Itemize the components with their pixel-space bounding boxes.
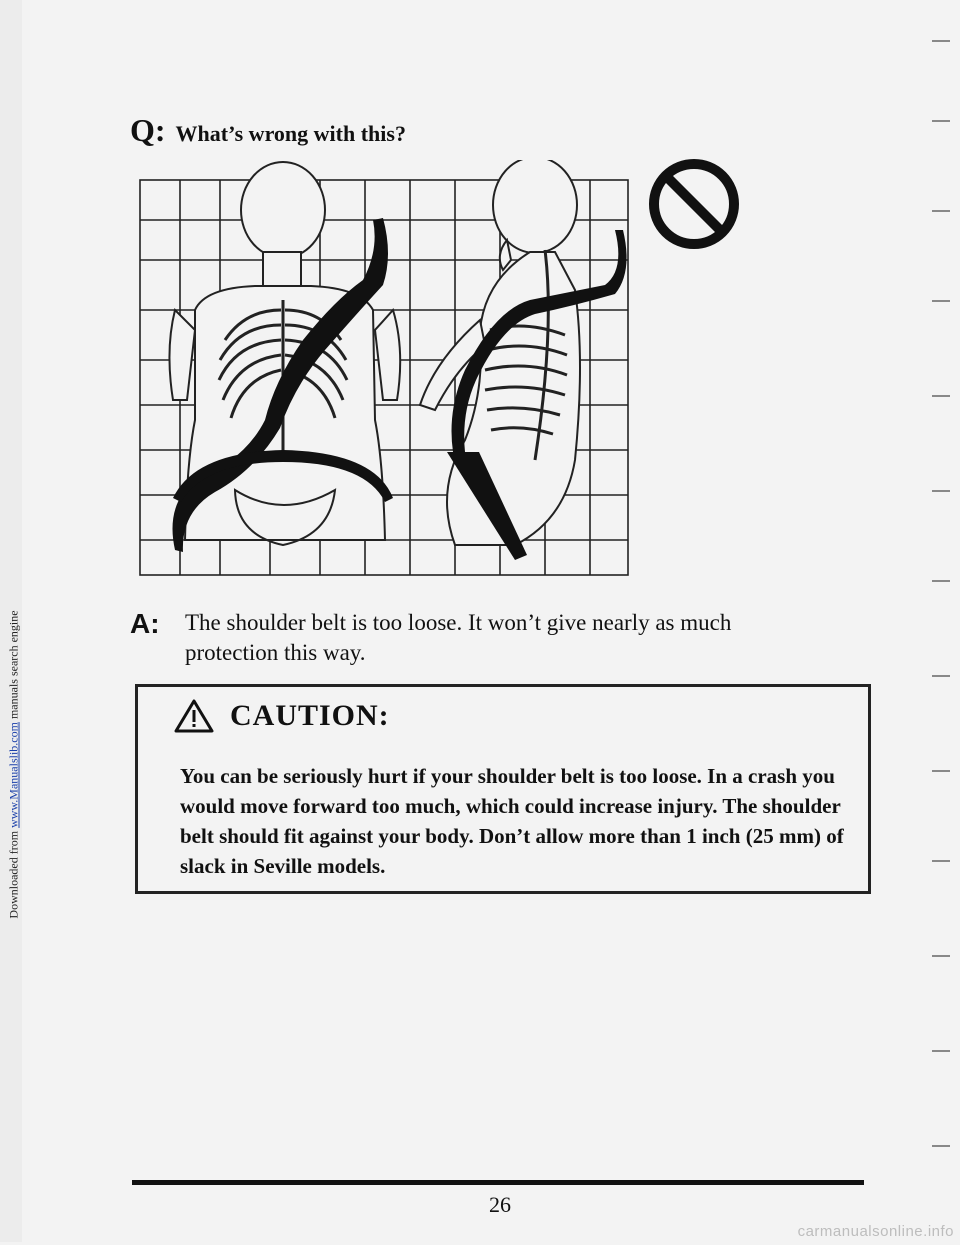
footer-rule [132, 1180, 864, 1185]
download-notice: Downloaded from www.Manualslib.com manuals search engine [6, 610, 21, 919]
answer-marker: A: [130, 608, 160, 639]
scan-mark [932, 210, 950, 212]
scan-mark [932, 955, 950, 957]
scan-mark [932, 770, 950, 772]
page-number: 26 [489, 1192, 511, 1217]
side-banner [2, 0, 20, 1242]
seatbelt-illustration [135, 160, 635, 580]
scan-mark [932, 490, 950, 492]
scan-mark [932, 395, 950, 397]
caution-header [174, 699, 390, 733]
question-line [130, 112, 406, 149]
scan-mark [932, 40, 950, 42]
watermark: carmanualsonline.info [797, 1223, 954, 1240]
scan-mark [932, 580, 950, 582]
manualslib-link[interactable]: www.Manualslib.com [6, 722, 21, 828]
scan-mark [932, 860, 950, 862]
warning-triangle-icon [174, 699, 214, 733]
caution-box [135, 684, 871, 894]
scan-mark [932, 1145, 950, 1147]
question-marker: Q: [130, 112, 166, 148]
scan-mark [932, 120, 950, 122]
scan-mark [932, 300, 950, 302]
answer-text: The shoulder belt is too loose. It won’t give nearly as much protection this way. [185, 610, 732, 665]
caution-text: You can be seriously hurt if your shoulder belt is too loose. In a crash you would move forward too much, which could increase injury. The shoulder belt should fit against your body. Don’t allow more than 1 inch (25 mm) of slack in Seville models. [180, 764, 844, 878]
caution-title: CAUTION: [230, 699, 390, 732]
scan-mark [932, 1050, 950, 1052]
answer-line [130, 608, 805, 668]
scan-mark [932, 675, 950, 677]
question-text: What’s wrong with this? [175, 121, 406, 146]
no-sign-icon [648, 158, 740, 250]
